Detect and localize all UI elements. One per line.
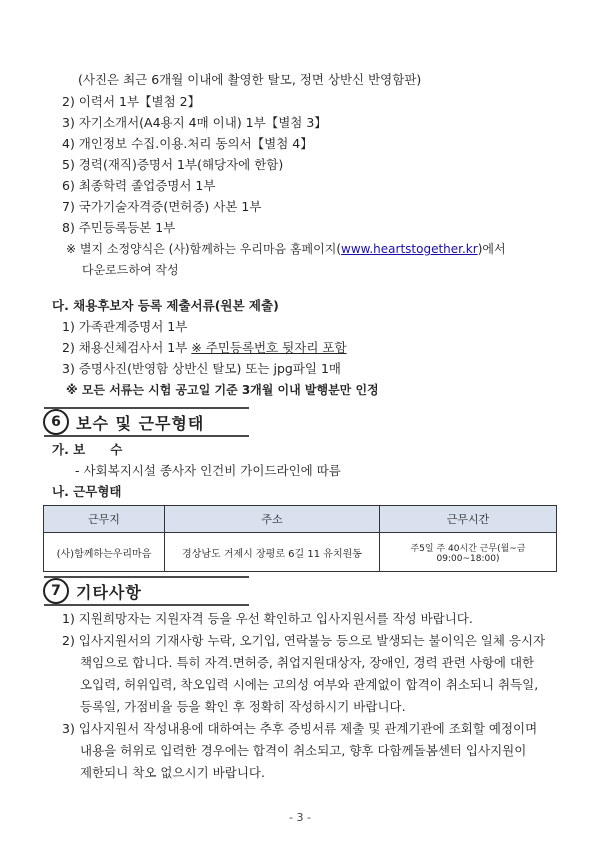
list-item-continuation: 내용을 허위로 입력한 경우에는 합격이 취소되고, 향후 다함께돌봄센터 입사지원이 <box>80 743 527 758</box>
section-title: 보수 및 근무형태 <box>76 414 205 433</box>
list-item <box>62 339 347 357</box>
table-header-cell: 근무시간 <box>380 506 557 533</box>
section-title: 기타사항 <box>76 583 142 602</box>
list-item: 4) 개인정보 수집.이용.처리 동의서【별첨 4】 <box>62 136 313 151</box>
form-note-line2: 다운로드하여 작성 <box>82 263 179 277</box>
homepage-link[interactable]: www.heartstogether.kr <box>341 242 478 256</box>
documents-note: ※ 모든 서류는 시험 공고일 기준 3개월 이내 발행분만 인정 <box>66 383 379 397</box>
table-cell: 주5일 주 40시간 근무(월~금 09:00~18:00) <box>380 533 557 572</box>
page-number: - 3 - <box>289 811 311 824</box>
list-item-continuation: 오입력, 허위입력, 착오입력 시에는 고의성 여부와 관계없이 합격이 취소되니 취득일, <box>80 677 539 692</box>
section-number-circle: 6 <box>43 409 69 435</box>
table-header-cell: 주소 <box>165 506 380 533</box>
table-header-row <box>44 506 557 533</box>
table-row <box>44 533 557 572</box>
form-note <box>66 240 506 258</box>
list-item: 8) 주민등록등본 1부 <box>62 220 176 235</box>
list-item: 7) 국가기술자격증(면허증) 사본 1부 <box>62 199 262 214</box>
list-item: 3) 증명사진(반영함 상반신 탈모) 또는 jpg파일 1매 <box>62 361 341 376</box>
list-item: 1) 지원희망자는 지원자격 등을 우선 확인하고 입사지원서를 작성 바랍니다. <box>62 611 473 626</box>
list-item: - 사회복지시설 종사자 인건비 가이드라인에 따름 <box>75 463 341 478</box>
list-item: 3) 입사지원서 작성내용에 대하여는 추후 증빙서류 제출 및 관계기관에 조회할 예정이며 <box>62 721 538 736</box>
list-item: 6) 최종학력 졸업증명서 1부 <box>62 178 216 193</box>
list-item-continuation: 제한되니 착오 없으시기 바랍니다. <box>80 765 265 780</box>
underlined-note: ※ 주민등록번호 뒷자리 포함 <box>191 340 347 355</box>
list-item-text: 2) 채용신체검사서 1부 <box>62 340 192 355</box>
list-item-continuation: 책임으로 합니다. 특히 자격.면허증, 취업지원대상자, 장애인, 경력 관련 사항에 대한 <box>80 655 535 670</box>
section-6-header <box>44 407 249 437</box>
section-7-header <box>44 576 249 606</box>
list-item: 1) 가족관계증명서 1부 <box>62 319 188 334</box>
list-item: 3) 자기소개서(A4용지 4매 이내) 1부【별첨 3】 <box>62 115 327 130</box>
table-cell: (사)함께하는우리마음 <box>44 533 165 572</box>
table-header-cell: 근무지 <box>44 506 165 533</box>
list-item: 5) 경력(재직)증명서 1부(해당자에 한함) <box>62 157 284 172</box>
list-item-continuation: 등록일, 가점비율 등을 확인 후 정확히 작성하시기 바랍니다. <box>80 699 406 714</box>
work-condition-table <box>43 505 557 572</box>
subsection-title: 가. 보 수 <box>52 442 123 457</box>
form-note-suffix: )에서 <box>477 242 506 256</box>
subsection-title: 나. 근무형태 <box>52 484 122 499</box>
form-note-prefix: ※ 별지 소정양식은 (사)함께하는 우리마음 홈페이지( <box>66 242 342 256</box>
section-da-title: 다. 채용후보자 등록 제출서류(원본 제출) <box>52 298 279 313</box>
section-number-circle: 7 <box>43 578 69 604</box>
photo-note: (사진은 최근 6개월 이내에 촬영한 탈모, 정면 상반신 반영함판) <box>78 72 422 87</box>
list-item: 2) 입사지원서의 기재사항 누락, 오기입, 연락불능 등으로 발생되는 불이익은 일체 응시자 <box>62 633 546 648</box>
list-item: 2) 이력서 1부【별첨 2】 <box>62 94 201 109</box>
table-cell: 경상남도 거제시 장평로 6길 11 유치원동 <box>165 533 380 572</box>
